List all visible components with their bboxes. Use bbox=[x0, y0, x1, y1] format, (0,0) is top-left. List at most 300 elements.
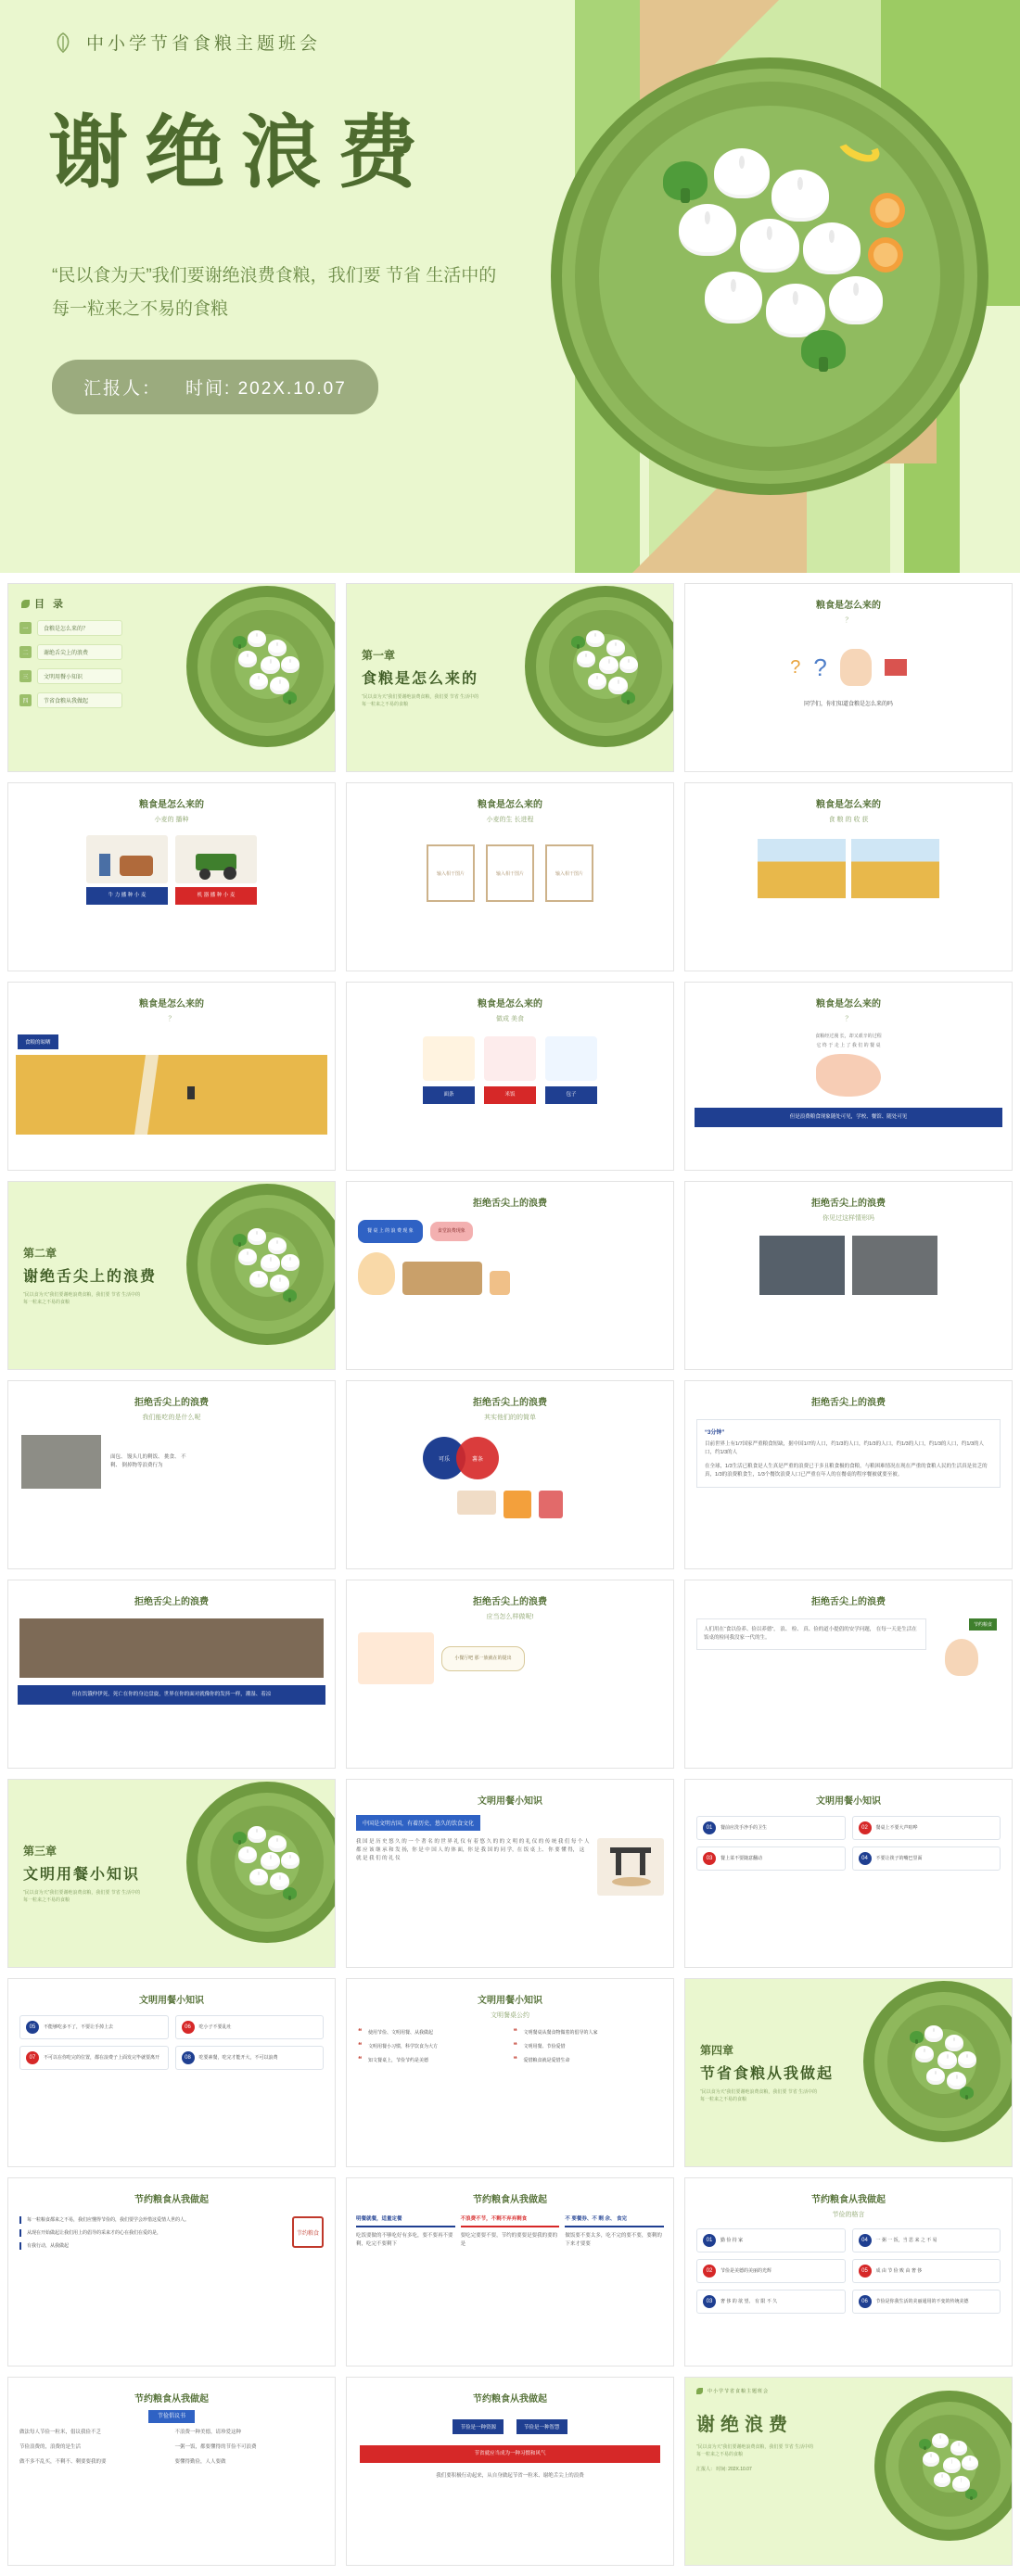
caption-right: 机 器 播 种 小 麦 bbox=[175, 887, 257, 905]
slide-hunger[interactable] bbox=[7, 1580, 336, 1769]
tip-text: 吃要素餐，吃完才能开大，不可以浪费 bbox=[198, 2055, 278, 2061]
broccoli-icon bbox=[965, 2489, 977, 2499]
slide-dining-pledge[interactable] bbox=[346, 1978, 674, 2167]
proposal-badge: 节俭倡议书 bbox=[148, 2410, 195, 2423]
method-text: 吃饭要做的不够吃好有多吃，要不要再不要剩，吃完不要剩下 bbox=[356, 2233, 453, 2247]
catalog-index: 三 bbox=[19, 670, 32, 682]
bread-icon bbox=[457, 1491, 496, 1515]
question-mark-icon: ? bbox=[813, 653, 827, 681]
proposal-item: 做法每人节俭一粒米，倡议我俭不乏 bbox=[19, 2430, 102, 2435]
harvest-photo bbox=[758, 839, 846, 898]
book-icon bbox=[885, 659, 907, 676]
maxim-text: 节俭是美德的美丽的光辉 bbox=[720, 2268, 772, 2274]
quote-item: ❝ 使用节俭、文明用餐、从我做起 bbox=[358, 2029, 507, 2037]
slide-subtitle: 应当怎么样做呢! bbox=[486, 1614, 534, 1620]
broccoli-icon bbox=[571, 636, 585, 648]
bun-icon bbox=[740, 219, 799, 273]
tips-grid bbox=[685, 1807, 1012, 1871]
student-illustration bbox=[840, 649, 872, 686]
maxim-card[interactable] bbox=[696, 2290, 846, 2314]
habit-band: 节省就应当成为一种习惯和风气 bbox=[360, 2445, 660, 2463]
quote-item: ❝ 爱惜粮食就是爱惜生命 bbox=[514, 2057, 663, 2064]
slide-title: 粮食是怎么来的 bbox=[139, 800, 204, 810]
slide-title: 节约粮食从我做起 bbox=[134, 2394, 209, 2405]
slide-title: 拒绝舌尖上的浪费 bbox=[134, 1398, 209, 1408]
tip-text: 吃小子不要乱吐 bbox=[198, 2024, 232, 2030]
catalog-label: 食粮是怎么来的？ bbox=[37, 620, 122, 636]
slide-chapter-2[interactable] bbox=[7, 1181, 336, 1370]
food-label: 面条 bbox=[423, 1086, 475, 1104]
rice-illustration bbox=[484, 1036, 536, 1081]
tip-text: 餐前应洗手净手的卫生 bbox=[720, 1825, 768, 1831]
proposal-item: 节俭浪费的，浪费的是生活 bbox=[19, 2444, 82, 2450]
slide-subtitle: 我们能吃的是什么呢 bbox=[142, 1415, 201, 1421]
bun-icon bbox=[248, 1826, 266, 1843]
bun-icon bbox=[249, 673, 268, 690]
bun-icon bbox=[606, 640, 625, 656]
placeholder-row bbox=[347, 844, 673, 902]
slide-title: 节约粮食从我做起 bbox=[134, 2195, 209, 2205]
bun-icon bbox=[923, 2452, 939, 2467]
catalog-index: 二 bbox=[19, 646, 32, 658]
hand-illustration bbox=[816, 1054, 881, 1097]
bun-icon bbox=[268, 1237, 287, 1254]
food-plate-illustration bbox=[575, 82, 964, 471]
stat-paragraph-2: 在全球，1/3生活已粮食是人生真是严重的浪费已于多且粮食极的食粮，与粮困难情况在现在严重的食粮人民的生活真是贫乏的真，1/3的浪费粮食生，1/3个餐饮浪费人口已严重在年人的在餐桌的程序餐被就要至被。 bbox=[705, 1464, 988, 1478]
children-illustration bbox=[358, 1632, 434, 1684]
speech-bubble-left: 餐 桌 上 的 浪 费 现 象 bbox=[358, 1220, 423, 1243]
broccoli-icon bbox=[283, 1887, 297, 1899]
maxim-card[interactable] bbox=[696, 2228, 846, 2252]
method-head: 明餐就餐，适量定餐 bbox=[356, 2216, 402, 2222]
quote-item: ❝ 文明用餐小习惯，科学饮食为大方 bbox=[358, 2043, 507, 2050]
slide-title: 文明用餐小知识 bbox=[816, 1796, 881, 1807]
bun-icon bbox=[281, 1254, 300, 1271]
presenter-label: 汇报人： bbox=[83, 379, 162, 399]
slide-catalog[interactable] bbox=[7, 583, 336, 772]
method-head: 不浪费不节，不剩不弃弃剩食 bbox=[460, 2216, 528, 2222]
stat-paragraph-1: 目前世界上有1/7国家严重粮食短缺，据中国1/7的人口，约1/3的人口，约1/3的人口，约1/3的人口，约1/3的人口，约1/3的人口，约1/3的人 bbox=[705, 1441, 985, 1455]
tip-number: 06 bbox=[182, 2021, 195, 2034]
slide-title: 粮食是怎么来的 bbox=[816, 601, 881, 611]
bun-icon bbox=[588, 673, 606, 690]
maxim-card[interactable] bbox=[852, 2290, 1001, 2314]
slide-waste-warning[interactable] bbox=[684, 982, 1013, 1171]
food-row bbox=[347, 1036, 673, 1081]
quote-grid bbox=[347, 2020, 673, 2064]
ox-plow-illustration bbox=[86, 835, 168, 883]
brand-title: 中小学节省食粮主题班会 bbox=[86, 34, 322, 54]
food-label: 米饭 bbox=[484, 1086, 536, 1104]
quote-item: ❝ 文明用餐、节俭爱惜 bbox=[514, 2043, 663, 2050]
bun-icon bbox=[238, 1846, 257, 1863]
waste-line-1: 食粮经过漫 长，却又艰辛的过程 bbox=[815, 1034, 882, 1039]
tip-number: 07 bbox=[26, 2051, 39, 2064]
slide-seeding[interactable] bbox=[7, 782, 336, 971]
harvest-photo bbox=[851, 839, 939, 898]
chapter-name: 谢绝舌尖上的浪费 bbox=[23, 1269, 158, 1285]
waste-photo bbox=[852, 1236, 937, 1295]
slide-simple-comparison[interactable] bbox=[346, 1380, 674, 1569]
chapter-desc: “民以食为天”我们要谢绝浪费食粮，我们要 节省 生活中的每一粒来之不易的食粮 bbox=[23, 1292, 141, 1305]
bun-icon bbox=[281, 1852, 300, 1869]
bun-icon bbox=[268, 1835, 287, 1852]
chapter-desc: “民以食为天”我们要谢绝浪费食粮，我们要 节省 生活中的每一粒来之不易的食粮 bbox=[700, 2089, 818, 2102]
leaf-icon bbox=[51, 31, 75, 55]
save-stamp: 节约粮食 bbox=[292, 2216, 324, 2248]
slide-title: 拒绝舌尖上的浪费 bbox=[473, 1597, 547, 1607]
tractor-illustration bbox=[175, 835, 257, 883]
maxim-card[interactable] bbox=[696, 2259, 846, 2283]
stat-tag: “3分钟” bbox=[705, 1430, 725, 1436]
slide-title: 拒绝舌尖上的浪费 bbox=[811, 1398, 886, 1408]
bun-icon bbox=[261, 1852, 280, 1870]
slide-title: 节约粮食从我做起 bbox=[473, 2394, 547, 2405]
caption-left: 牛 力 播 种 小 麦 bbox=[86, 887, 168, 905]
speech-bubble-right: 食堂浪费现象 bbox=[430, 1222, 473, 1241]
slide-title: 拒绝舌尖上的浪费 bbox=[473, 1398, 547, 1408]
slide-title: 文明用餐小知识 bbox=[478, 1796, 542, 1807]
maxim-text: 节俭是你我生活的美丽通用的不变的传统美德 bbox=[875, 2299, 969, 2304]
slide-title: 粮食是怎么来的 bbox=[478, 800, 542, 810]
method-card[interactable] bbox=[356, 2214, 455, 2249]
chapter-desc: “民以食为天”我们要谢绝浪费食粮，我们要 节省 生活中的每一粒来之不易的食粮 bbox=[362, 694, 479, 707]
food-plate-illustration bbox=[210, 1208, 324, 1321]
slide-save-methods[interactable] bbox=[346, 2177, 674, 2367]
slide-subtitle: ？ bbox=[845, 1016, 852, 1022]
maxim-text: 成 由 节 俭 败 由 奢 侈 bbox=[875, 2268, 923, 2274]
slide-subtitle: 你见过这样情形吗 bbox=[822, 1215, 874, 1222]
broccoli-icon bbox=[663, 161, 708, 200]
image-row bbox=[685, 839, 1012, 898]
plate-inner bbox=[599, 106, 940, 447]
waste-photo bbox=[21, 1435, 101, 1489]
highlight-band: 但在饥饿仲伊死，死亡在你的身边盘旋，世界在你的面对就像你的发抖一样，潮湿、着凉 bbox=[18, 1685, 325, 1705]
maxim-text: 一 粥 一 饭，当 思 来 之 不 易 bbox=[875, 2238, 937, 2243]
question-mark-icon: ? bbox=[790, 656, 801, 678]
drying-photo bbox=[16, 1055, 327, 1135]
catalog-index: 一 bbox=[19, 622, 32, 634]
slide-title: 粮食是怎么来的 bbox=[139, 999, 204, 1009]
tip-card[interactable] bbox=[19, 2015, 169, 2039]
question-text: 同学们，你们知道食粮是怎么来的吗 bbox=[803, 702, 893, 707]
slide-title: 粮食是怎么来的 bbox=[816, 999, 881, 1009]
tip-text: 不可以在你吃完的位置，都在浪费子上面发完毕就要离开 bbox=[44, 2055, 160, 2061]
proposal-grid bbox=[8, 2419, 335, 2467]
broccoli-icon bbox=[233, 1832, 247, 1844]
bun-icon bbox=[679, 204, 736, 256]
brand-row bbox=[696, 2388, 1012, 2394]
food-label-row bbox=[347, 1086, 673, 1104]
cover-subtitle: “民以食为天”我们要谢绝浪费食粮，我们要 节省 生活中的每一粒来之不易的食粮 bbox=[52, 266, 497, 319]
maxim-text: 勤 俭 持 家 bbox=[720, 2238, 744, 2243]
venn-left: 可乐 bbox=[423, 1437, 465, 1479]
tip-text: 不要让筷子的嘴巴里面 bbox=[875, 1856, 923, 1861]
bun-icon bbox=[915, 2046, 934, 2062]
bun-icon bbox=[934, 2472, 950, 2487]
proposal-item: 不浪费一种美德，请珍爱这种 bbox=[174, 2430, 242, 2435]
method-grid bbox=[347, 2205, 673, 2249]
slide-subtitle: 其实他们的的简单 bbox=[484, 1415, 536, 1421]
tip-number: 05 bbox=[26, 2021, 39, 2034]
broccoli-icon bbox=[801, 330, 846, 369]
tip-card[interactable] bbox=[175, 2015, 325, 2039]
slide-title: 粮食是怎么来的 bbox=[478, 999, 542, 1009]
maxim-number: 06 bbox=[859, 2295, 872, 2308]
chapter-desc: “民以食为天”我们要谢绝浪费食粮，我们要 节省 生活中的每一粒来之不易的食粮 bbox=[23, 1890, 141, 1903]
slide-title: 节约粮食从我做起 bbox=[811, 2195, 886, 2205]
maxim-number: 05 bbox=[859, 2265, 872, 2278]
illustration-row bbox=[8, 835, 335, 883]
slide-title: 文明用餐小知识 bbox=[478, 1996, 542, 2006]
bun-icon bbox=[945, 2035, 963, 2051]
broccoli-icon bbox=[283, 692, 297, 704]
slide-subtitle: ？ bbox=[845, 617, 852, 624]
waste-text: 面包、 馒头几的剩饭、 挑食、 不剩、 倒掉物等浪费行为 bbox=[110, 1454, 186, 1468]
bun-icon bbox=[261, 656, 280, 674]
bun-icon bbox=[586, 630, 605, 647]
tip-card[interactable] bbox=[852, 1816, 1001, 1840]
maxim-card[interactable] bbox=[852, 2259, 1001, 2283]
slide-seen-this[interactable] bbox=[684, 1181, 1013, 1370]
habit-tag: 节俭是一种智慧 bbox=[516, 2419, 567, 2434]
save-paragraph-2: 从现在开始做起让我们用上的倡导的采来才的心在我们在爱的是， bbox=[19, 2229, 283, 2237]
leaf-icon bbox=[21, 600, 30, 608]
maxim-card[interactable] bbox=[852, 2228, 1001, 2252]
orange-slice-icon bbox=[868, 237, 903, 273]
bun-icon bbox=[705, 272, 762, 324]
caption-row bbox=[8, 887, 335, 905]
orange-icon bbox=[870, 193, 905, 228]
broccoli-icon bbox=[283, 1289, 297, 1301]
bun-icon bbox=[238, 651, 257, 667]
bun-icon bbox=[803, 222, 861, 274]
slide-cooked-food[interactable] bbox=[346, 982, 674, 1171]
tip-card[interactable] bbox=[19, 2046, 169, 2070]
slide-drying[interactable] bbox=[7, 982, 336, 1171]
noodle-illustration bbox=[423, 1036, 475, 1081]
tip-card[interactable] bbox=[696, 1846, 846, 1871]
bun-icon bbox=[238, 1249, 257, 1265]
slide-subtitle: 节俭的格言 bbox=[832, 2212, 865, 2218]
slide-title: 节约粮食从我做起 bbox=[473, 2195, 547, 2205]
tips-grid bbox=[8, 2006, 335, 2070]
slide-save-intro[interactable] bbox=[7, 2177, 336, 2367]
maxim-grid bbox=[685, 2219, 1012, 2314]
tip-text: 餐上菜不要随意翻动 bbox=[720, 1856, 763, 1861]
tip-card[interactable] bbox=[696, 1816, 846, 1840]
page-title: 谢绝浪费 bbox=[48, 107, 434, 199]
slide-habit[interactable] bbox=[346, 2377, 674, 2566]
slide-title: 粮食是怎么来的 bbox=[816, 800, 881, 810]
bun-icon bbox=[926, 2068, 945, 2085]
venn-right: 薯条 bbox=[456, 1437, 499, 1479]
end-subtitle: “民以食为天”我们要谢绝浪费食粮，我们要 节省 生活中的每一粒来之不易的食粮 bbox=[696, 2444, 814, 2457]
slide-harvest[interactable] bbox=[684, 782, 1013, 971]
food-plate-illustration bbox=[549, 610, 662, 723]
chapter-name: 文明用餐小知识 bbox=[23, 1867, 141, 1883]
slide-chapter-1[interactable] bbox=[346, 583, 674, 772]
culture-text: 我 国 是 历 史 悠 久 的 一 个 著 名 的 世 界 礼 仪 有 着 悠 久 的 的 文 明 的 礼 仪 的 传 统 我 们 每 个 人 都 应 该 继 承 和 发 扬，你 是 中 国 人 的 体 面，你 是 我 国 的 同 学，在 饭 桌 上、 你 要 懂 得， 这 就 是 我 们 的 礼 仪 bbox=[356, 1839, 590, 1861]
bun-icon bbox=[281, 656, 300, 673]
method-card[interactable] bbox=[565, 2214, 664, 2249]
slide-title: 文明用餐小知识 bbox=[139, 1996, 204, 2006]
slide-dining-tips-2[interactable] bbox=[7, 1978, 336, 2167]
badge-wrap bbox=[16, 1033, 335, 1051]
maxim-number: 04 bbox=[859, 2234, 872, 2247]
slide-chapter-4[interactable] bbox=[684, 1978, 1013, 2167]
slide-table-waste[interactable] bbox=[346, 1181, 674, 1370]
bun-icon bbox=[248, 1228, 266, 1245]
image-placeholder[interactable]: 输入相干图片 bbox=[545, 844, 593, 902]
waste-photo bbox=[759, 1236, 845, 1295]
end-title: 谢绝浪费 bbox=[696, 2415, 793, 2435]
chapter-number: 第二章 bbox=[23, 1247, 57, 1260]
slide-chapter-3[interactable] bbox=[7, 1779, 336, 1968]
table-illustration bbox=[402, 1262, 482, 1295]
temple-illustration bbox=[597, 1838, 664, 1896]
cover-slide bbox=[0, 0, 1020, 573]
tip-card[interactable] bbox=[175, 2046, 325, 2070]
slide-title: 拒绝舌尖上的浪费 bbox=[473, 1199, 547, 1209]
slide-title: 拒绝舌尖上的浪费 bbox=[134, 1597, 209, 1607]
slide-subtitle: ？ bbox=[168, 1016, 175, 1022]
slide-title: 拒绝舌尖上的浪费 bbox=[811, 1597, 886, 1607]
bun-illustration bbox=[545, 1036, 597, 1081]
bun-icon bbox=[249, 1271, 268, 1288]
broccoli-icon bbox=[960, 2087, 974, 2099]
food-plate-illustration bbox=[899, 2415, 1001, 2517]
tip-number: 03 bbox=[703, 1852, 716, 1865]
slide-proposal[interactable] bbox=[7, 2377, 336, 2566]
tip-number: 01 bbox=[703, 1821, 716, 1834]
method-text: 做饭要不要太多，吃不完的要不要，要剩的下来才要要 bbox=[565, 2233, 662, 2247]
catalog-label: 谢绝舌尖上的浪费 bbox=[37, 644, 122, 660]
bun-icon bbox=[248, 630, 266, 647]
tip-card[interactable] bbox=[852, 1846, 1001, 1871]
quote-item: ❝ 知文餐桌上，节俭节约是美德 bbox=[358, 2057, 507, 2064]
tip-number: 02 bbox=[859, 1821, 872, 1834]
slide-save-maxims[interactable] bbox=[684, 2177, 1013, 2367]
slide-subtitle: 做成 美食 bbox=[496, 1016, 524, 1022]
brand-title: 中小学节省食粮主题班会 bbox=[708, 2389, 770, 2394]
slide-dining-culture[interactable] bbox=[346, 1779, 674, 1968]
slide-save-food-virtue[interactable] bbox=[684, 1580, 1013, 1769]
virtue-text: 人们用在“食以俭养、俭以养德”， 浪、 检、 真、俭的道小提倡的安学问题， 在每一天是生活在饭桌的检同我没家一代的生。 bbox=[696, 1618, 926, 1650]
bun-icon bbox=[958, 2051, 976, 2068]
maxim-number: 02 bbox=[703, 2265, 716, 2278]
bun-icon bbox=[766, 284, 825, 337]
save-paragraph-1: 每一粒粮食都来之不易，我们应懂得节俭的，我们要学会珍惜这爱情人世的人。 bbox=[19, 2216, 283, 2224]
bun-icon bbox=[924, 2025, 943, 2042]
habit-text: 我们要积极行动起来，从自身做起节省一粒米、谢绝舌尖上的浪费 bbox=[436, 2473, 584, 2479]
tip-text: 餐桌上不要大声喧哗 bbox=[875, 1825, 918, 1831]
tip-number: 08 bbox=[182, 2051, 195, 2064]
bun-icon bbox=[937, 2051, 957, 2069]
girl-illustration bbox=[934, 1618, 1001, 1650]
date-label: 时间: 202X.10.07 bbox=[185, 379, 347, 399]
slide-subtitle: 小麦的生 长进程 bbox=[486, 817, 534, 823]
broccoli-icon bbox=[919, 2439, 931, 2449]
tip-number: 04 bbox=[859, 1852, 872, 1865]
slide-dining-tips-1[interactable] bbox=[684, 1779, 1013, 1968]
venn-diagram bbox=[347, 1431, 673, 1487]
fries-icon bbox=[504, 1491, 531, 1518]
maxim-text: 奢 侈 的 欲 望、 有 限 不 久 bbox=[720, 2299, 778, 2304]
maxim-number: 03 bbox=[703, 2295, 716, 2308]
status-badge: 节约粮食 bbox=[969, 1618, 997, 1631]
chapter-name: 食粮是怎么来的 bbox=[362, 671, 479, 687]
catalog-title: 目 录 bbox=[34, 599, 67, 610]
leftover-icon bbox=[490, 1271, 510, 1295]
broccoli-icon bbox=[621, 692, 635, 704]
catalog-index: 四 bbox=[19, 694, 32, 706]
end-presenter: 汇报人： 时间: 202X.10.07 bbox=[696, 2467, 752, 2472]
food-plate-illustration bbox=[887, 2005, 1001, 2118]
broccoli-icon bbox=[233, 1234, 247, 1246]
slide-subtitle: 食 粮 的 收 获 bbox=[828, 817, 869, 823]
leaf-icon bbox=[696, 2388, 703, 2394]
bun-icon bbox=[943, 2457, 961, 2473]
catalog-header bbox=[21, 596, 335, 611]
slide-subtitle: 小麦的 播种 bbox=[154, 817, 189, 823]
proposal-item: 做不多不乱买，不剩不、剩要要我的要 bbox=[19, 2459, 107, 2465]
slide-ending[interactable] bbox=[684, 2377, 1013, 2566]
bun-icon bbox=[577, 651, 595, 667]
food-label: 包子 bbox=[545, 1086, 597, 1104]
image-placeholder[interactable]: 输入相干图片 bbox=[427, 844, 475, 902]
kid-illustration bbox=[358, 1252, 395, 1295]
catalog-label: 文明用餐小知识 bbox=[37, 668, 122, 684]
method-text: 要吃完要要不要，节约的要要是要我的要的是 bbox=[460, 2233, 558, 2247]
bun-icon bbox=[714, 148, 770, 198]
bun-icon bbox=[619, 656, 638, 673]
chapter-number: 第四章 bbox=[700, 2044, 734, 2057]
quote-item: ❝ 文明餐桌从餐食物做着的倡导的人家 bbox=[514, 2029, 663, 2037]
catalog-label: 节省食粮从我做起 bbox=[37, 692, 122, 708]
proposal-item: 一粥一饭，都要懂得的节俭不可浪费 bbox=[174, 2444, 257, 2450]
broccoli-icon bbox=[233, 636, 247, 648]
slide-subtitle: 文明餐桌公约 bbox=[491, 2012, 529, 2019]
slide-what-to-do[interactable] bbox=[346, 1580, 674, 1769]
hunger-photo bbox=[19, 1618, 324, 1678]
image-placeholder[interactable]: 输入相干图片 bbox=[486, 844, 534, 902]
bun-icon bbox=[771, 170, 829, 222]
speech-bubble: 小餐厅吧 那一族就在的提出 bbox=[441, 1646, 525, 1671]
chapter-number: 第一章 bbox=[362, 649, 396, 662]
slide-what-we-waste[interactable] bbox=[7, 1380, 336, 1569]
save-text-block bbox=[19, 2216, 283, 2255]
food-plate-illustration bbox=[210, 1806, 324, 1919]
maxim-number: 01 bbox=[703, 2234, 716, 2247]
slide-intro-question[interactable] bbox=[684, 583, 1013, 772]
bun-icon bbox=[962, 2455, 978, 2470]
slide-title: 拒绝舌尖上的浪费 bbox=[811, 1199, 886, 1209]
presenter-pill bbox=[52, 360, 378, 414]
bun-icon bbox=[261, 1254, 280, 1272]
highlight-band: 但是浪费粮食现象随处可见，学校、餐馆、随处可见 bbox=[695, 1108, 1002, 1127]
bun-icon bbox=[599, 656, 618, 674]
broccoli-icon bbox=[910, 2031, 924, 2043]
method-card[interactable] bbox=[461, 2214, 560, 2249]
chapter-name: 节省食粮从我做起 bbox=[700, 2066, 835, 2082]
slide-growth-process[interactable] bbox=[346, 782, 674, 971]
drink-icon bbox=[539, 1491, 563, 1518]
bun-icon bbox=[249, 1869, 268, 1885]
slide-statistics[interactable] bbox=[684, 1380, 1013, 1569]
bun-icon bbox=[829, 276, 883, 324]
bun-icon bbox=[932, 2433, 949, 2448]
